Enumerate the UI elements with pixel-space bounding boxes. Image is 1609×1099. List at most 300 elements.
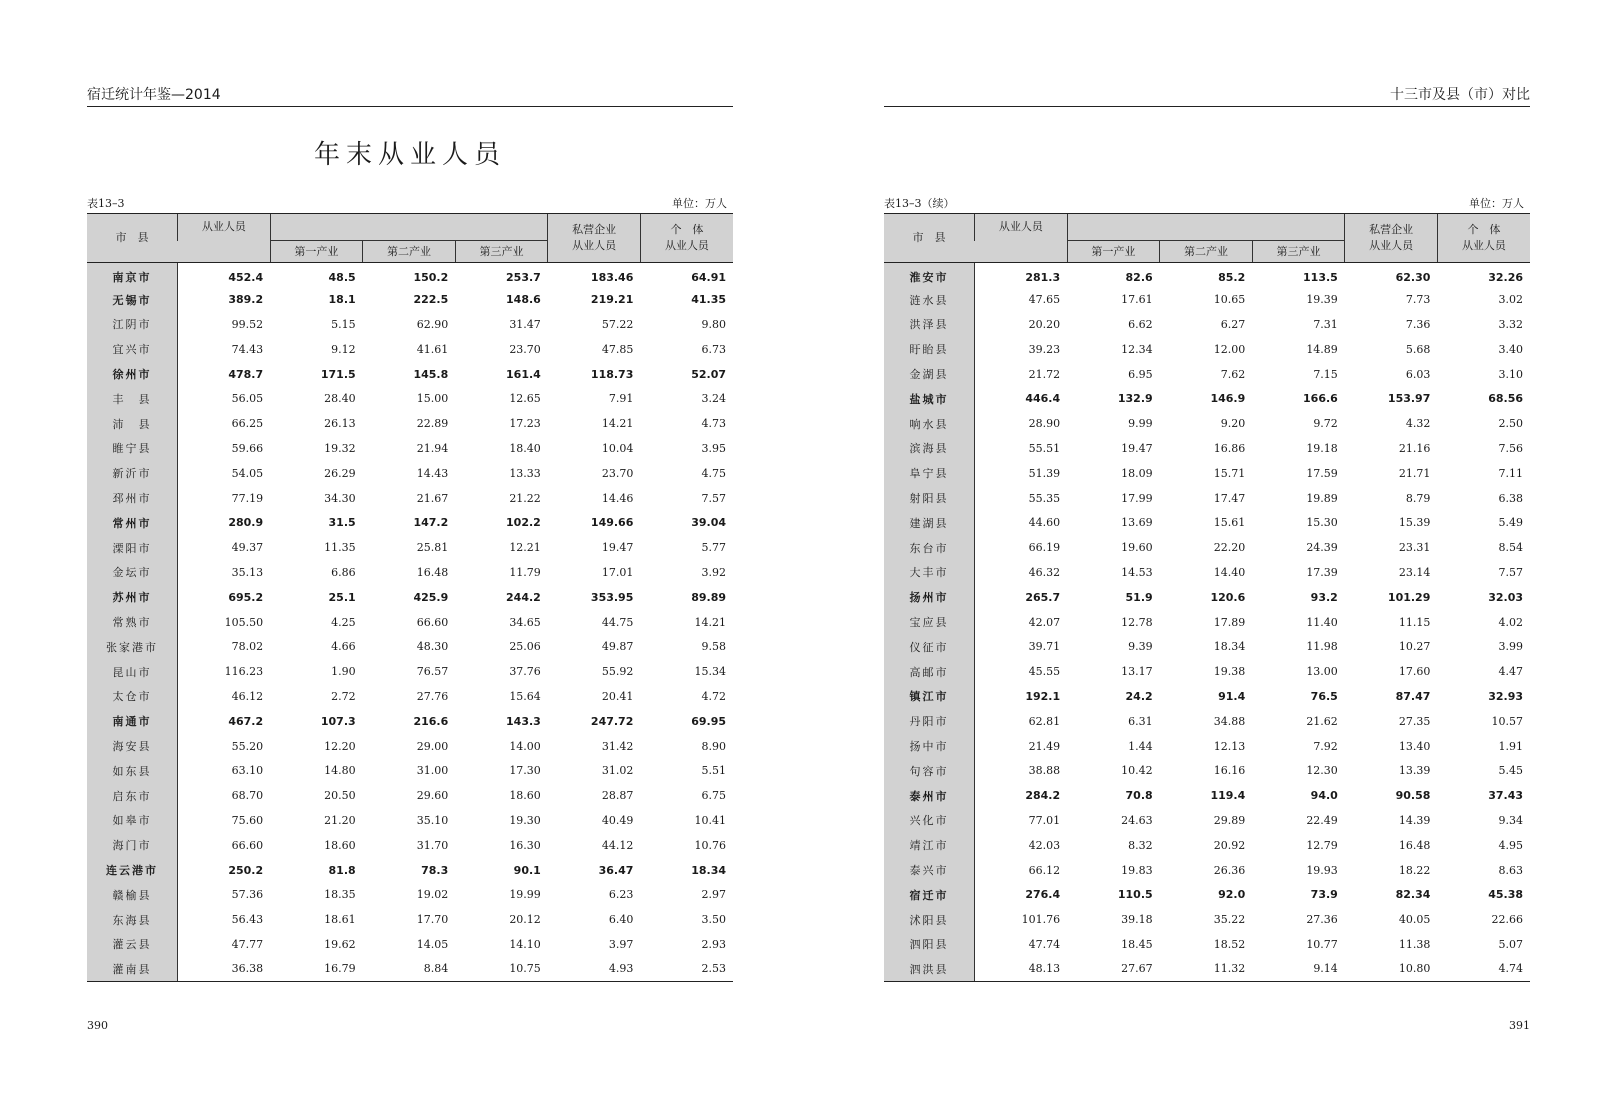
value-cell: 9.72: [1313, 417, 1338, 431]
value-cell: 19.60: [1121, 541, 1153, 555]
value-cell: 31.02: [601, 764, 634, 778]
table-row: [884, 312, 1530, 337]
region-name: 丰 县: [87, 386, 178, 411]
value-cell: 8.63: [1498, 863, 1523, 877]
value-cell: 68.70: [231, 789, 264, 803]
value-cell: 12.34: [1121, 342, 1153, 356]
value-cell: 12.30: [1306, 764, 1338, 778]
value-cell: 7.11: [1498, 466, 1523, 480]
value-cell: 4.95: [1498, 838, 1523, 852]
value-cell: 10.57: [1491, 714, 1523, 728]
value-cell: 18.60: [509, 789, 541, 803]
value-cell: 9.99: [1128, 417, 1153, 431]
table-label: 表13–3（续）: [884, 197, 955, 210]
value-cell: 4.25: [331, 615, 356, 629]
value-cell: 52.07: [691, 367, 726, 381]
table-row: [884, 882, 1530, 907]
value-cell: 10.41: [694, 813, 726, 827]
value-cell: 32.93: [1488, 689, 1523, 703]
value-cell: 57.36: [231, 888, 264, 902]
value-cell: 13.69: [1121, 516, 1153, 530]
table-caption-right: [884, 196, 1530, 212]
value-cell: 59.66: [231, 441, 264, 455]
table-row: [87, 263, 733, 288]
value-cell: 146.9: [1210, 392, 1246, 406]
value-cell: 7.62: [1220, 367, 1246, 381]
value-cell: 7.92: [1313, 739, 1338, 753]
value-cell: 68.56: [1488, 392, 1523, 406]
value-cell: 38.88: [1028, 764, 1061, 778]
value-cell: 147.2: [413, 516, 449, 530]
value-cell: 27.76: [416, 689, 449, 703]
region-name: 东台市: [884, 535, 975, 560]
value-cell: 77.19: [231, 491, 264, 505]
value-cell: 21.72: [1028, 367, 1061, 381]
value-cell: 166.6: [1303, 392, 1338, 406]
value-cell: 17.59: [1306, 466, 1338, 480]
value-cell: 13.17: [1121, 665, 1153, 679]
value-cell: 6.38: [1498, 491, 1523, 505]
header-employed-blank: [178, 241, 271, 263]
value-cell: 48.30: [416, 640, 449, 654]
value-cell: 10.42: [1121, 764, 1153, 778]
value-cell: 5.07: [1498, 937, 1523, 951]
value-cell: 27.36: [1306, 913, 1338, 927]
value-cell: 17.99: [1121, 491, 1153, 505]
value-cell: 48.5: [328, 270, 356, 284]
value-cell: 247.72: [590, 714, 634, 728]
value-cell: 31.70: [416, 838, 449, 852]
value-cell: 27.35: [1398, 714, 1431, 728]
value-cell: 353.95: [590, 590, 634, 604]
value-cell: 87.47: [1395, 689, 1431, 703]
value-cell: 55.20: [231, 739, 264, 753]
value-cell: 34.88: [1213, 714, 1246, 728]
value-cell: 6.73: [701, 342, 726, 356]
value-cell: 20.92: [1213, 838, 1246, 852]
value-cell: 17.89: [1213, 615, 1246, 629]
value-cell: 37.43: [1488, 789, 1523, 803]
value-cell: 14.21: [601, 417, 634, 431]
value-cell: 63.10: [231, 764, 264, 778]
value-cell: 45.55: [1028, 665, 1061, 679]
header-industry-group: [270, 214, 548, 241]
value-cell: 18.34: [691, 863, 726, 877]
value-cell: 5.51: [701, 764, 726, 778]
value-cell: 89.89: [691, 590, 726, 604]
value-cell: 66.12: [1028, 863, 1061, 877]
table-row: [87, 957, 733, 982]
table-body-left: [87, 263, 733, 982]
region-name: 丹阳市: [884, 709, 975, 734]
value-cell: 21.20: [324, 813, 356, 827]
table-row: [884, 808, 1530, 833]
value-cell: 28.90: [1028, 417, 1061, 431]
value-cell: 66.60: [231, 838, 264, 852]
value-cell: 22.89: [416, 417, 449, 431]
value-cell: 66.60: [416, 615, 449, 629]
value-cell: 18.45: [1121, 937, 1153, 951]
table-row: [87, 709, 733, 734]
value-cell: 93.2: [1310, 590, 1338, 604]
value-cell: 39.71: [1028, 640, 1061, 654]
unit-label: 单位：万人: [672, 197, 727, 210]
table-row: [884, 585, 1530, 610]
unit-label: 单位：万人: [1469, 197, 1524, 210]
value-cell: 9.14: [1252, 957, 1345, 982]
table-row: [87, 411, 733, 436]
value-cell: 21.16: [1398, 441, 1431, 455]
value-cell: 14.05: [416, 937, 449, 951]
employment-table-right: [884, 213, 1530, 982]
table-row: [884, 833, 1530, 858]
value-cell: 2.97: [701, 888, 726, 902]
table-row: [87, 610, 733, 635]
value-cell: 47.77: [231, 937, 264, 951]
value-cell: 6.86: [331, 565, 356, 579]
region-name: 仪征市: [884, 634, 975, 659]
value-cell: 4.47: [1498, 665, 1523, 679]
value-cell: 12.13: [1213, 739, 1246, 753]
value-cell: 19.47: [601, 541, 634, 555]
region-name: 洪泽县: [884, 312, 975, 337]
page-title: 年末从业人员: [313, 140, 506, 170]
table-row: [884, 734, 1530, 759]
value-cell: 45.38: [1488, 888, 1523, 902]
region-name: 高邮市: [884, 659, 975, 684]
value-cell: 14.53: [1121, 565, 1153, 579]
table-caption-left: [87, 196, 733, 212]
running-head-left: 宿迁统计年鉴—2014: [87, 84, 733, 107]
table-row: [87, 337, 733, 362]
table-row: [87, 907, 733, 932]
value-cell: 13.00: [1306, 665, 1338, 679]
value-cell: 78.02: [231, 640, 264, 654]
value-cell: 3.10: [1498, 367, 1523, 381]
table-row: [884, 486, 1530, 511]
header-tertiary: 第三产业: [455, 241, 548, 263]
value-cell: 18.60: [324, 838, 356, 852]
table-row: [884, 932, 1530, 957]
table-row: [87, 659, 733, 684]
value-cell: 7.56: [1498, 441, 1523, 455]
table-row: [87, 585, 733, 610]
region-name: 射阳县: [884, 486, 975, 511]
region-name: 新沂市: [87, 461, 178, 486]
value-cell: 149.66: [590, 516, 634, 530]
table-row: [87, 684, 733, 709]
header-private: 私营企业 从业人员: [548, 214, 641, 263]
value-cell: 39.23: [1028, 342, 1061, 356]
value-cell: 16.16: [1213, 764, 1246, 778]
value-cell: 23.70: [601, 466, 634, 480]
header-tertiary: 第三产业: [1252, 241, 1345, 263]
value-cell: 3.99: [1498, 640, 1523, 654]
table-row: [87, 882, 733, 907]
value-cell: 8.79: [1405, 491, 1431, 505]
value-cell: 42.03: [1028, 838, 1061, 852]
value-cell: 20.41: [601, 689, 634, 703]
value-cell: 12.79: [1306, 838, 1338, 852]
value-cell: 276.4: [1025, 888, 1061, 902]
value-cell: 1.91: [1498, 739, 1523, 753]
value-cell: 219.21: [590, 293, 634, 307]
region-name: 宝应县: [884, 610, 975, 635]
value-cell: 24.63: [1121, 813, 1153, 827]
header-individual: 个 体 从业人员: [1437, 214, 1530, 263]
right-page: [884, 0, 1530, 1099]
value-cell: 107.3: [320, 714, 356, 728]
value-cell: 14.43: [416, 466, 449, 480]
value-cell: 3.24: [701, 392, 726, 406]
value-cell: 10.65: [1213, 293, 1246, 307]
page-number-left: 390: [87, 1019, 108, 1032]
value-cell: 19.38: [1213, 665, 1246, 679]
value-cell: 21.67: [416, 491, 449, 505]
value-cell: 19.83: [1121, 863, 1153, 877]
region-name: 泰州市: [884, 783, 975, 808]
table-row: [87, 758, 733, 783]
value-cell: 7.57: [1498, 565, 1523, 579]
value-cell: 9.39: [1128, 640, 1153, 654]
value-cell: 20.20: [1028, 317, 1061, 331]
value-cell: 425.9: [413, 590, 449, 604]
value-cell: 22.49: [1306, 813, 1338, 827]
region-name: 无锡市: [87, 287, 178, 312]
value-cell: 12.65: [509, 392, 541, 406]
value-cell: 90.58: [1395, 789, 1431, 803]
value-cell: 2.93: [701, 937, 726, 951]
region-name: 溧阳市: [87, 535, 178, 560]
value-cell: 15.34: [694, 665, 726, 679]
value-cell: 76.5: [1310, 689, 1338, 703]
region-name: 沭阳县: [884, 907, 975, 932]
value-cell: 34.30: [324, 491, 356, 505]
region-name: 镇江市: [884, 684, 975, 709]
value-cell: 17.61: [1121, 293, 1153, 307]
value-cell: 183.46: [590, 270, 634, 284]
value-cell: 6.23: [608, 888, 634, 902]
value-cell: 5.77: [701, 541, 726, 555]
value-cell: 81.8: [328, 863, 356, 877]
value-cell: 41.35: [691, 293, 726, 307]
value-cell: 62.81: [1028, 714, 1061, 728]
value-cell: 7.91: [608, 392, 634, 406]
value-cell: 17.47: [1213, 491, 1246, 505]
value-cell: 101.29: [1387, 590, 1431, 604]
value-cell: 113.5: [1303, 270, 1338, 284]
region-name: 东海县: [87, 907, 178, 932]
value-cell: 216.6: [413, 714, 449, 728]
table-row: [884, 684, 1530, 709]
value-cell: 25.81: [416, 541, 449, 555]
value-cell: 90.1: [513, 863, 541, 877]
value-cell: 82.6: [1125, 270, 1153, 284]
value-cell: 18.1: [328, 293, 356, 307]
value-cell: 19.62: [324, 937, 356, 951]
region-name: 灌云县: [87, 932, 178, 957]
value-cell: 14.80: [324, 764, 356, 778]
value-cell: 6.40: [608, 913, 634, 927]
value-cell: 110.5: [1117, 888, 1153, 902]
region-name: 南京市: [87, 263, 178, 288]
value-cell: 6.27: [1220, 317, 1246, 331]
value-cell: 41.61: [416, 342, 449, 356]
value-cell: 10.76: [694, 838, 726, 852]
value-cell: 4.02: [1498, 615, 1523, 629]
table-row: [87, 312, 733, 337]
value-cell: 17.70: [416, 913, 449, 927]
value-cell: 42.07: [1028, 615, 1061, 629]
value-cell: 244.2: [506, 590, 541, 604]
value-cell: 280.9: [228, 516, 264, 530]
value-cell: 78.3: [421, 863, 449, 877]
region-name: 昆山市: [87, 659, 178, 684]
region-name: 淮安市: [884, 263, 975, 288]
value-cell: 44.12: [601, 838, 634, 852]
value-cell: 389.2: [228, 293, 264, 307]
value-cell: 49.37: [231, 541, 264, 555]
value-cell: 467.2: [228, 714, 264, 728]
value-cell: 39.18: [1121, 913, 1153, 927]
value-cell: 148.6: [506, 293, 541, 307]
region-name: 江阴市: [87, 312, 178, 337]
value-cell: 34.65: [509, 615, 541, 629]
value-cell: 3.40: [1498, 342, 1523, 356]
value-cell: 44.60: [1028, 516, 1061, 530]
value-cell: 118.73: [590, 367, 634, 381]
value-cell: 94.0: [1310, 789, 1338, 803]
value-cell: 19.89: [1306, 491, 1338, 505]
value-cell: 253.7: [506, 270, 541, 284]
value-cell: 15.71: [1213, 466, 1246, 480]
region-name: 句容市: [884, 758, 975, 783]
region-name: 如皋市: [87, 808, 178, 833]
value-cell: 10.75: [455, 957, 548, 982]
region-name: 赣榆县: [87, 882, 178, 907]
value-cell: 192.1: [1025, 689, 1061, 703]
value-cell: 57.22: [601, 317, 634, 331]
value-cell: 171.5: [320, 367, 356, 381]
value-cell: 19.18: [1306, 441, 1338, 455]
value-cell: 22.66: [1491, 913, 1523, 927]
region-name: 常熟市: [87, 610, 178, 635]
value-cell: 8.90: [701, 739, 726, 753]
value-cell: 74.43: [231, 342, 264, 356]
region-name: 扬州市: [884, 585, 975, 610]
value-cell: 23.70: [509, 342, 541, 356]
value-cell: 47.65: [1028, 293, 1061, 307]
value-cell: 6.62: [1128, 317, 1153, 331]
value-cell: 4.93: [548, 957, 641, 982]
header-secondary: 第二产业: [1160, 241, 1253, 263]
region-name: 泗洪县: [884, 957, 975, 982]
region-name: 徐州市: [87, 362, 178, 387]
value-cell: 3.32: [1498, 317, 1523, 331]
table-row: [87, 932, 733, 957]
table-row: [884, 560, 1530, 585]
value-cell: 14.40: [1213, 565, 1246, 579]
value-cell: 13.33: [509, 466, 541, 480]
value-cell: 14.10: [509, 937, 541, 951]
region-name: 靖江市: [884, 833, 975, 858]
value-cell: 27.67: [1067, 957, 1160, 982]
region-name: 沛 县: [87, 411, 178, 436]
value-cell: 13.40: [1398, 739, 1431, 753]
table-row: [884, 957, 1530, 982]
value-cell: 26.29: [324, 466, 356, 480]
value-cell: 11.98: [1306, 640, 1338, 654]
header-primary: 第一产业: [270, 241, 363, 263]
region-name: 扬中市: [884, 734, 975, 759]
value-cell: 56.43: [231, 913, 264, 927]
value-cell: 14.00: [509, 739, 541, 753]
value-cell: 145.8: [413, 367, 449, 381]
value-cell: 1.44: [1128, 739, 1153, 753]
value-cell: 222.5: [413, 293, 449, 307]
header-primary: 第一产业: [1067, 241, 1160, 263]
value-cell: 40.05: [1398, 913, 1431, 927]
value-cell: 3.97: [608, 937, 634, 951]
header-employed-blank: [975, 241, 1068, 263]
employment-table-left: [87, 213, 733, 982]
value-cell: 102.2: [506, 516, 541, 530]
value-cell: 4.74: [1437, 957, 1530, 982]
region-name: 盱眙县: [884, 337, 975, 362]
value-cell: 21.94: [416, 441, 449, 455]
value-cell: 17.60: [1398, 665, 1431, 679]
value-cell: 11.79: [509, 565, 541, 579]
value-cell: 120.6: [1210, 590, 1246, 604]
value-cell: 54.05: [231, 466, 264, 480]
table-row: [87, 535, 733, 560]
value-cell: 47.85: [601, 342, 634, 356]
region-name: 泗阳县: [884, 932, 975, 957]
table-row: [87, 634, 733, 659]
value-cell: 101.76: [1021, 913, 1061, 927]
value-cell: 105.50: [224, 615, 264, 629]
value-cell: 23.31: [1398, 541, 1431, 555]
region-name: 滨海县: [884, 436, 975, 461]
value-cell: 143.3: [506, 714, 541, 728]
value-cell: 16.30: [509, 838, 541, 852]
value-cell: 31.47: [509, 317, 541, 331]
value-cell: 77.01: [1028, 813, 1061, 827]
value-cell: 19.32: [324, 441, 356, 455]
value-cell: 62.90: [416, 317, 449, 331]
value-cell: 18.34: [1213, 640, 1246, 654]
value-cell: 24.2: [1125, 689, 1153, 703]
value-cell: 116.23: [224, 665, 264, 679]
value-cell: 17.30: [509, 764, 541, 778]
region-name: 响水县: [884, 411, 975, 436]
value-cell: 26.36: [1213, 863, 1246, 877]
value-cell: 91.4: [1218, 689, 1246, 703]
table-row: [884, 337, 1530, 362]
value-cell: 119.4: [1210, 789, 1246, 803]
value-cell: 7.73: [1405, 293, 1431, 307]
table-row: [87, 461, 733, 486]
value-cell: 14.46: [601, 491, 634, 505]
table-row: [87, 386, 733, 411]
value-cell: 15.39: [1398, 516, 1431, 530]
value-cell: 20.50: [324, 789, 356, 803]
table-row: [87, 510, 733, 535]
table-row: [87, 858, 733, 883]
region-name: 苏州市: [87, 585, 178, 610]
table-row: [884, 858, 1530, 883]
region-name: 南通市: [87, 709, 178, 734]
